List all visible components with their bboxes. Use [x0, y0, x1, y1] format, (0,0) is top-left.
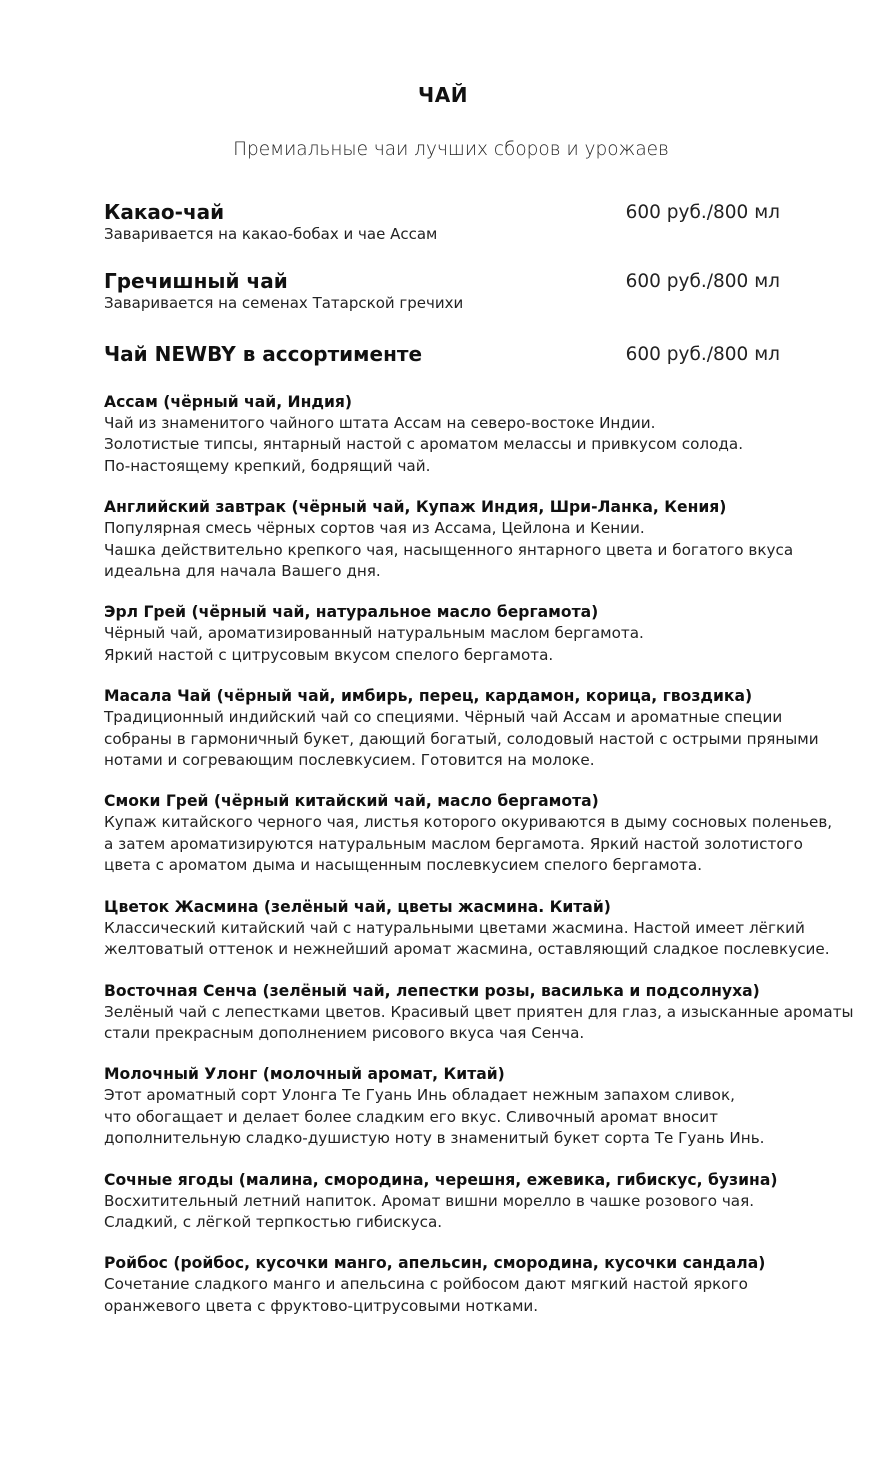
tea-description-line: стали прекрасным дополнением рисового вкуса чая Сенча.	[104, 1023, 585, 1042]
page-title: ЧАЙ	[418, 83, 468, 107]
tea-description-line: Чай из знаменитого чайного штата Ассам на северо-востоке Индии.	[104, 414, 656, 432]
tea-name: Молочный Улонг (молочный аромат, Китай)	[104, 1065, 505, 1084]
tea-description-line: оранжевого цвета с фруктово-цитрусовыми нотками.	[104, 1296, 539, 1315]
product-item	[104, 342, 780, 366]
product-item	[104, 200, 780, 244]
product-name: Чай NEWBY в ассортименте	[104, 342, 423, 366]
tea-description-line: Золотистые типсы, янтарный настой с ароматом мелассы и привкусом солода.	[104, 435, 744, 454]
tea-description-line: Этот ароматный сорт Улонга Те Гуань Инь обладает нежным запахом сливок,	[104, 1086, 735, 1105]
tea-description-line: идеальна для начала Вашего дня.	[104, 562, 381, 581]
tea-item	[104, 1170, 824, 1234]
page-subtitle: Премиальные чаи лучших сборов и урожаев	[233, 139, 669, 160]
tea-description-line: Зелёный чай с лепестками цветов. Красивый цвет приятен для глаз, а изысканные ароматы	[104, 1002, 854, 1021]
tea-name: Сочные ягоды (малина, смородина, черешня, ежевика, гибискус, бузина)	[104, 1170, 778, 1189]
product-description: Заваривается на семенах Татарской гречихи	[104, 294, 464, 312]
tea-description-line: Сочетание сладкого манго и апельсина с ройбосом дают мягкий настой яркого	[104, 1275, 748, 1294]
tea-description-line: желтоватый оттенок и нежнейший аромат жасмина, оставляющий сладкое послевкусие.	[104, 940, 830, 959]
tea-name: Масала Чай (чёрный чай, имбирь, перец, кардамон, корица, гвоздика)	[104, 687, 753, 706]
tea-item	[104, 686, 824, 771]
tea-description-line: Популярная смесь чёрных сортов чая из Ассама, Цейлона и Кении.	[104, 519, 645, 538]
tea-description-line: цвета с ароматом дыма и насыщенным послевкусием спелого бергамота.	[104, 856, 703, 875]
tea-description-line: По-настоящему крепкий, бодрящий чай.	[104, 456, 431, 475]
tea-description-line: Восхитительный летний напиток. Аромат вишни морелло в чашке розового чая.	[104, 1191, 755, 1210]
tea-item	[104, 791, 833, 876]
tea-name: Смоки Грей (чёрный китайский чай, масло бергамота)	[104, 792, 599, 811]
product-price: 600 руб./800 мл	[625, 344, 780, 365]
tea-description-line: что обогащает и делает более сладким его вкус. Сливочный аромат вносит	[104, 1107, 718, 1126]
tea-name: Цветок Жасмина (зелёный чай, цветы жасмина. Китай)	[104, 897, 611, 916]
tea-description-line: Традиционный индийский чай со специями. Чёрный чай Ассам и ароматные специи	[104, 708, 783, 727]
product-name: Гречишный чай	[104, 269, 288, 293]
tea-name: Английский завтрак (чёрный чай, Купаж Индия, Шри-Ланка, Кения)	[104, 498, 727, 517]
tea-item	[104, 1253, 824, 1317]
tea-description-line: Чёрный чай, ароматизированный натуральным маслом бергамота.	[104, 624, 644, 643]
tea-name: Восточная Сенча (зелёный чай, лепестки розы, василька и подсолнуха)	[104, 981, 760, 1000]
product-price: 600 руб./800 мл	[625, 202, 780, 223]
product-item	[104, 269, 780, 313]
tea-description-line: Классический китайский чай с натуральными цветами жасмина. Настой имеет лёгкий	[104, 918, 805, 937]
tea-item	[104, 392, 824, 477]
tea-description-line: а затем ароматизируются натуральным маслом бергамота. Яркий настой золотистого	[104, 834, 803, 853]
tea-item	[104, 497, 824, 582]
tea-name: Ассам (чёрный чай, Индия)	[104, 393, 353, 411]
tea-item	[104, 981, 854, 1045]
product-description: Заваривается на какао-бобах и чае Ассам	[104, 225, 438, 243]
product-name: Какао-чай	[104, 200, 225, 224]
tea-item	[104, 1064, 824, 1149]
tea-description-line: Чашка действительно крепкого чая, насыщенного янтарного цвета и богатого вкуса	[104, 540, 794, 559]
tea-description-line: Сладкий, с лёгкой терпкостью гибискуса.	[104, 1212, 443, 1231]
tea-item	[104, 897, 830, 961]
tea-list	[104, 392, 854, 1337]
tea-description-line: нотами и согревающим послевкусием. Готовится на молоке.	[104, 751, 595, 770]
tea-name: Ройбос (ройбос, кусочки манго, апельсин, смородина, кусочки сандала)	[104, 1254, 766, 1273]
tea-description-line: Купаж китайского черного чая, листья которого окуриваются в дыму сосновых поленьев,	[104, 813, 833, 832]
tea-description-line: дополнительную сладко-душистую ноту в знаменитый букет сорта Те Гуань Инь.	[104, 1129, 765, 1148]
product-price: 600 руб./800 мл	[625, 271, 780, 292]
tea-description-line: собраны в гармоничный букет, дающий богатый, солодовый настой с острыми пряными	[104, 729, 819, 748]
tea-description-line: Яркий настой с цитрусовым вкусом спелого бергамота.	[104, 645, 554, 664]
tea-name: Эрл Грей (чёрный чай, натуральное масло бергамота)	[104, 603, 599, 622]
tea-item	[104, 602, 824, 666]
